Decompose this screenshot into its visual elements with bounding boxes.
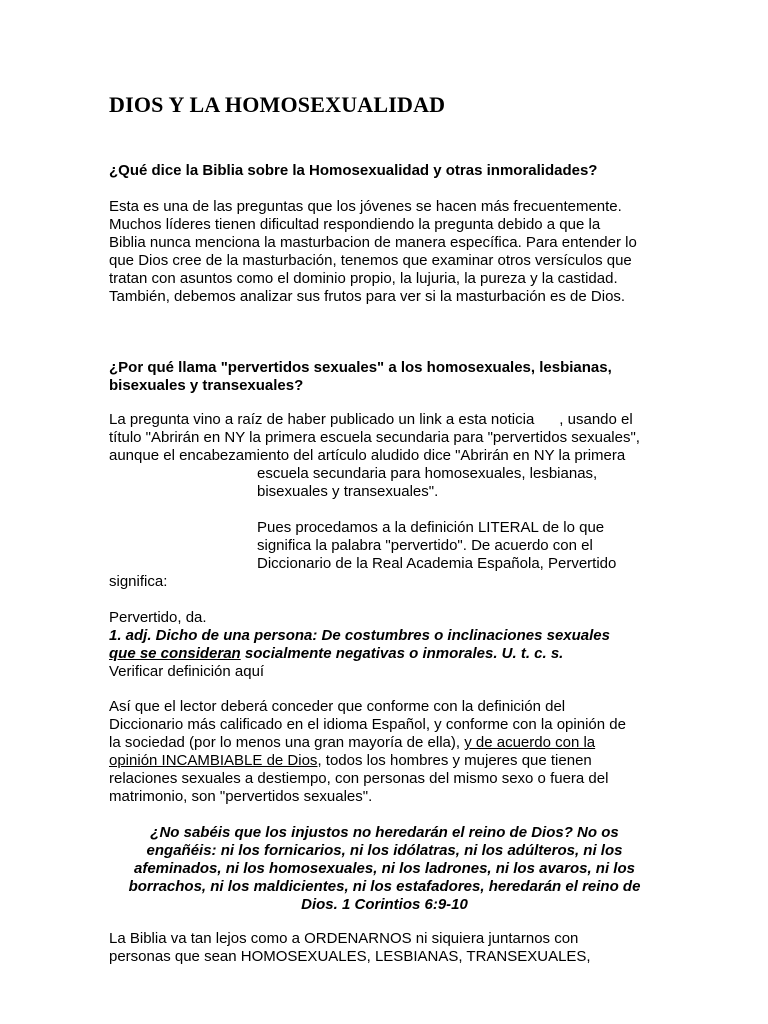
dictionary-definition [109,609,610,681]
paragraph-conclusion [109,698,626,806]
paragraph-text: , todos los hombres y mujeres que tienen [317,752,592,769]
paragraph-news-link [109,411,640,465]
quote-line: Dios. 1 Corintios 6:9-10 [301,896,468,913]
quote-line: afeminados, ni los homosexuales, ni los ladrones, ni los avaros, ni los [134,860,635,877]
paragraph-line: tratan con asuntos como el dominio propio, la lujuria, la pureza y la castidad. [109,270,618,287]
definition-line [109,645,610,663]
paragraph-line: Biblia nunca menciona la masturbacion de manera específica. Para entender lo [109,234,637,251]
paragraph-line: Pues procedamos a la definición LITERAL de lo que [257,519,605,536]
quote-line: ¿No sabéis que los injustos no heredarán el reino de Dios? No os [150,824,619,841]
paragraph-line: significa la palabra "pervertido". De acuerdo con el [257,537,593,554]
heading-line: bisexuales y transexuales? [109,377,304,394]
paragraph-definition-intro [257,519,616,573]
document-title: DIOS Y LA HOMOSEXUALIDAD [109,92,446,117]
underlined-text: opinión INCAMBIABLE de Dios [109,752,318,769]
section-heading-question-1: ¿Qué dice la Biblia sobre la Homosexualidad y otras inmoralidades? [109,162,598,179]
definition-line: 1. adj. Dicho de una persona: De costumbres o inclinaciones sexuales [109,627,610,644]
quote-line: engañéis: ni los fornicarios, ni los idólatras, ni los adúlteros, ni los [146,842,623,859]
paragraph-indented-title [257,465,597,501]
paragraph-line: relaciones sexuales a destiempo, con personas del mismo sexo o fuera del [109,770,609,787]
definition-underlined-text: que se consideran [109,645,241,662]
paragraph-line: Esta es una de las preguntas que los jóvenes se hacen más frecuentemente. [109,198,622,215]
paragraph-line: matrimonio, son "pervertidos sexuales". [109,788,373,805]
paragraph-line: Así que el lector deberá conceder que conforme con la definición del [109,698,566,715]
section-heading-question-2 [109,359,612,395]
paragraph-line: aunque el encabezamiento del artículo aludido dice "Abrirán en NY la primera [109,447,626,464]
paragraph-line: También, debemos analizar sus frutos para ver si la masturbación es de Dios. [109,288,626,305]
paragraph-line: La Biblia va tan lejos como a ORDENARNOS ni siquiera juntarnos con [109,930,579,947]
underlined-text: y de acuerdo con la [464,734,596,751]
quote-line: borrachos, ni los maldicientes, ni los estafadores, heredarán el reino de [128,878,641,895]
paragraph-intro [109,198,637,306]
paragraph-line: Muchos líderes tienen dificultad respondiendo la pregunta debido a que la [109,216,601,233]
paragraph-line: bisexuales y transexuales". [257,483,439,500]
paragraph-line: escuela secundaria para homosexuales, lesbianas, [257,465,598,482]
bible-quote [109,824,660,914]
paragraph-line [109,734,626,752]
paragraph-line-significa: significa: [109,573,168,590]
paragraph-line: que Dios cree de la masturbación, tenemos que examinar otros versículos que [109,252,632,269]
paragraph-line [109,752,626,770]
paragraph-line: Diccionario más calificado en el idioma Español, y conforme con la opinión de [109,716,626,733]
heading-line: ¿Por qué llama "pervertidos sexuales" a los homosexuales, lesbianas, [109,359,612,376]
definition-rest-text: socialmente negativas o inmorales. U. t. c. s. [240,645,564,662]
verify-definition-link[interactable]: Verificar definición aquí [109,663,265,680]
paragraph-final [109,930,591,966]
definition-headword: Pervertido, da. [109,609,207,626]
paragraph-line: La pregunta vino a raíz de haber publicado un link a esta noticia , usando el [109,411,633,428]
paragraph-line: Diccionario de la Real Academia Española, Pervertido [257,555,617,572]
paragraph-line: personas que sean HOMOSEXUALES, LESBIANAS, TRANSEXUALES, [109,948,591,965]
paragraph-line: título "Abrirán en NY la primera escuela secundaria para "pervertidos sexuales", [109,429,640,446]
paragraph-text: la sociedad (por lo menos una gran mayoría de ella), [109,734,465,751]
